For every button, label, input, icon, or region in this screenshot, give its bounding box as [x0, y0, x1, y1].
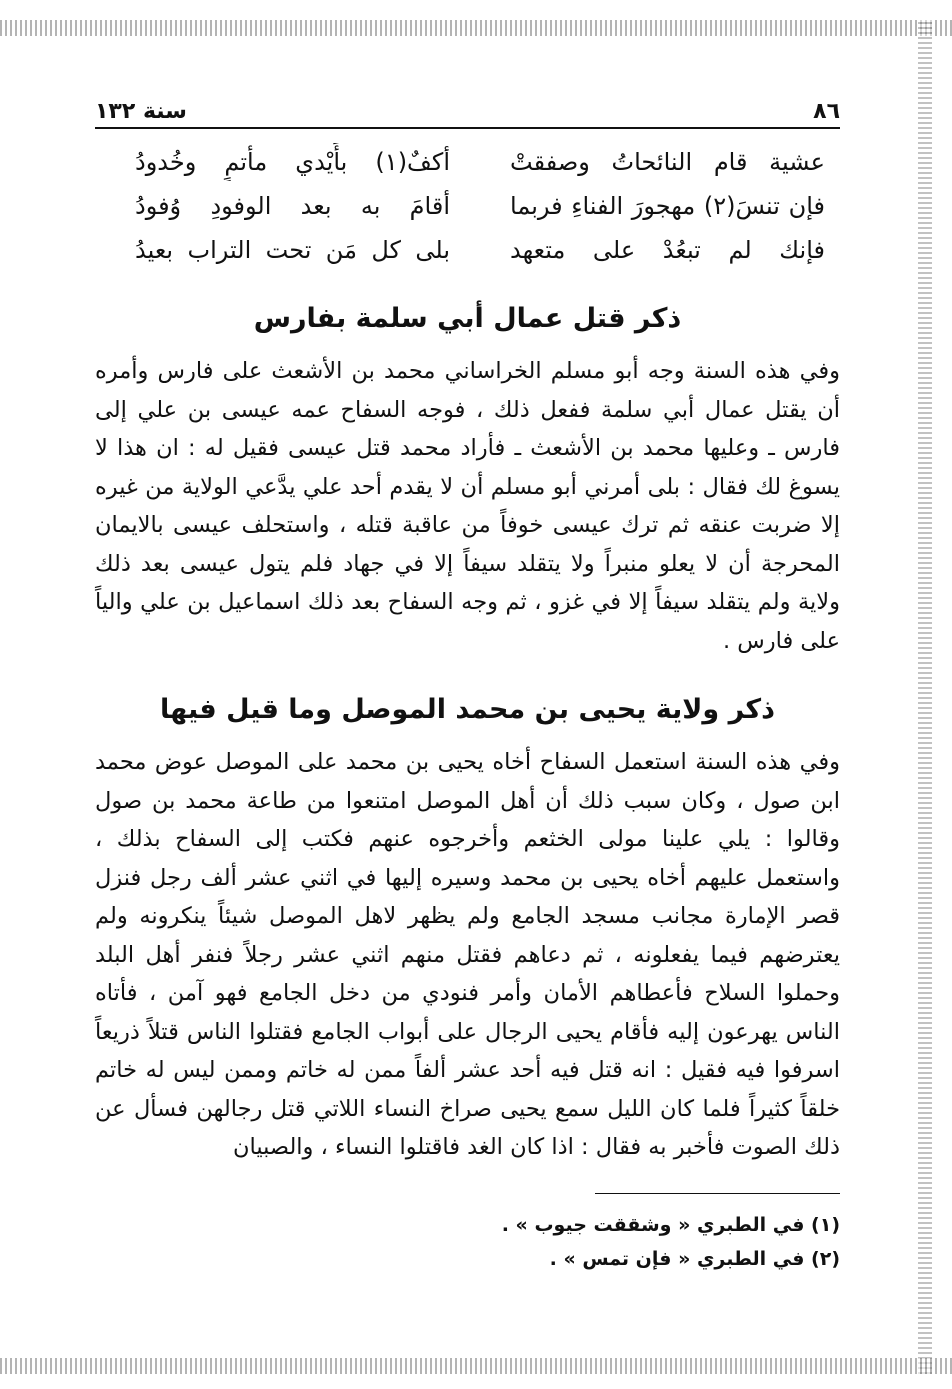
section-title-2: ذكر ولاية يحيى بن محمد الموصل وما قيل فيها [160, 694, 775, 725]
book-page [95, 90, 840, 1276]
poem-verse-3-second: بلى كل مَن تحت التراب بعيدُ [135, 236, 450, 264]
decorative-border-bottom [0, 1358, 952, 1374]
footnote-divider [595, 1193, 840, 1194]
section-1-paragraph: وفي هذه السنة وجه أبو مسلم الخراساني محمد بن الأشعث على فارس وأمره أن يقتل عمال أبي سلمة ففعل ذلك ، فوجه السفاح عمه عيسى بن علي إلى فارس ـ وعليها محمد بن الأشعث ـ فأراد محمد قتل عيسى فقيل له : ان هذا لا يسوغ لك فقال : بلى أمرني أبو مسلم أن لا يقدم أحد علي يدَّعي الولاية من غيره إلا ضربت عنقه ثم ترك عيسى خوفاً من عاقبة قتله ، واستحلف عيسى بالايمان المحرجة أن لا يعلو منبراً ولا يتقلد سيفاً إلا في جهاد فلم يتول عيسى بعد ذلك ولاية ولم يتقلد سيفاً إلا في غزو ، ثم وجه السفاح بعد ذلك اسماعيل بن علي والياً على فارس . [95, 358, 840, 654]
decorative-border-top [0, 20, 952, 36]
poem-verse-1-second: أكفٌ(١) بأَيْدي مأتمٍ وخُدودُ [135, 148, 450, 176]
poem-verse-2-first: فإن تنسَ(٢) مهجورَ الفناءِ فربما [510, 192, 825, 220]
poem [95, 143, 840, 269]
footnote-1: (١) في الطبري « وشققت جيوب » . [501, 1213, 840, 1236]
running-head [95, 90, 840, 129]
section-2-paragraph: وفي هذه السنة استعمل السفاح أخاه يحيى بن محمد على الموصل عوض محمد ابن صول ، وكان سبب ذلك أن أهل الموصل امتنعوا من طاعة محمد بن صول وقالوا : يلي علينا مولى الخثعم وأخرجوه عنهم فكتب إلى السفاح بذلك ، واستعمل عليهم أخاه يحيى بن محمد وسيره إليها في اثني عشر ألف رجل فنزل قصر الإمارة مجانب مسجد الجامع ولم يظهر لاهل الموصل شيئاً ينكرونه ولم يعترضهم فيما يفعلونه ، ثم دعاهم فقتل منهم اثني عشر رجلاً فنفر أهل البلد وحملوا السلاح فأعطاهم الأمان وأمر فنودي من دخل الجامع فهو آمن ، فأتاه الناس يهرعون إليه فأقام يحيى الرجال على أبواب الجامع فقتلوا الناس قتلاً ذريعاً اسرفوا فيه فقيل : انه قتل فيه أحد عشر ألفاً ممن له خاتم وممن ليس له خاتم خلقاً كثيراً فلما كان الليل سمع يحيى صراخ النساء اللاتي قتل رجالهن فسأل عن ذلك الصوت فأخبر به فقال : اذا كان الغد فاقتلوا النساء ، والصبيان [95, 749, 840, 1160]
page-number: ٨٦ [813, 99, 840, 124]
decorative-border-right [918, 20, 932, 1374]
footnote-2: (٢) في الطبري « فإن تمس » . [549, 1247, 840, 1270]
poem-verse-2-second: أقامَ به بعد الوفودِ وُفودُ [135, 192, 450, 220]
section-title-1: ذكر قتل عمال أبي سلمة بفارس [253, 303, 682, 334]
poem-verse-1-first: عشية قام النائحاتُ وصفقتْ [510, 148, 825, 176]
poem-verse-3-first: فإنك لم تبعُدْ على متعهد [510, 236, 825, 264]
year-heading: سنة ١٣٢ [95, 99, 187, 124]
